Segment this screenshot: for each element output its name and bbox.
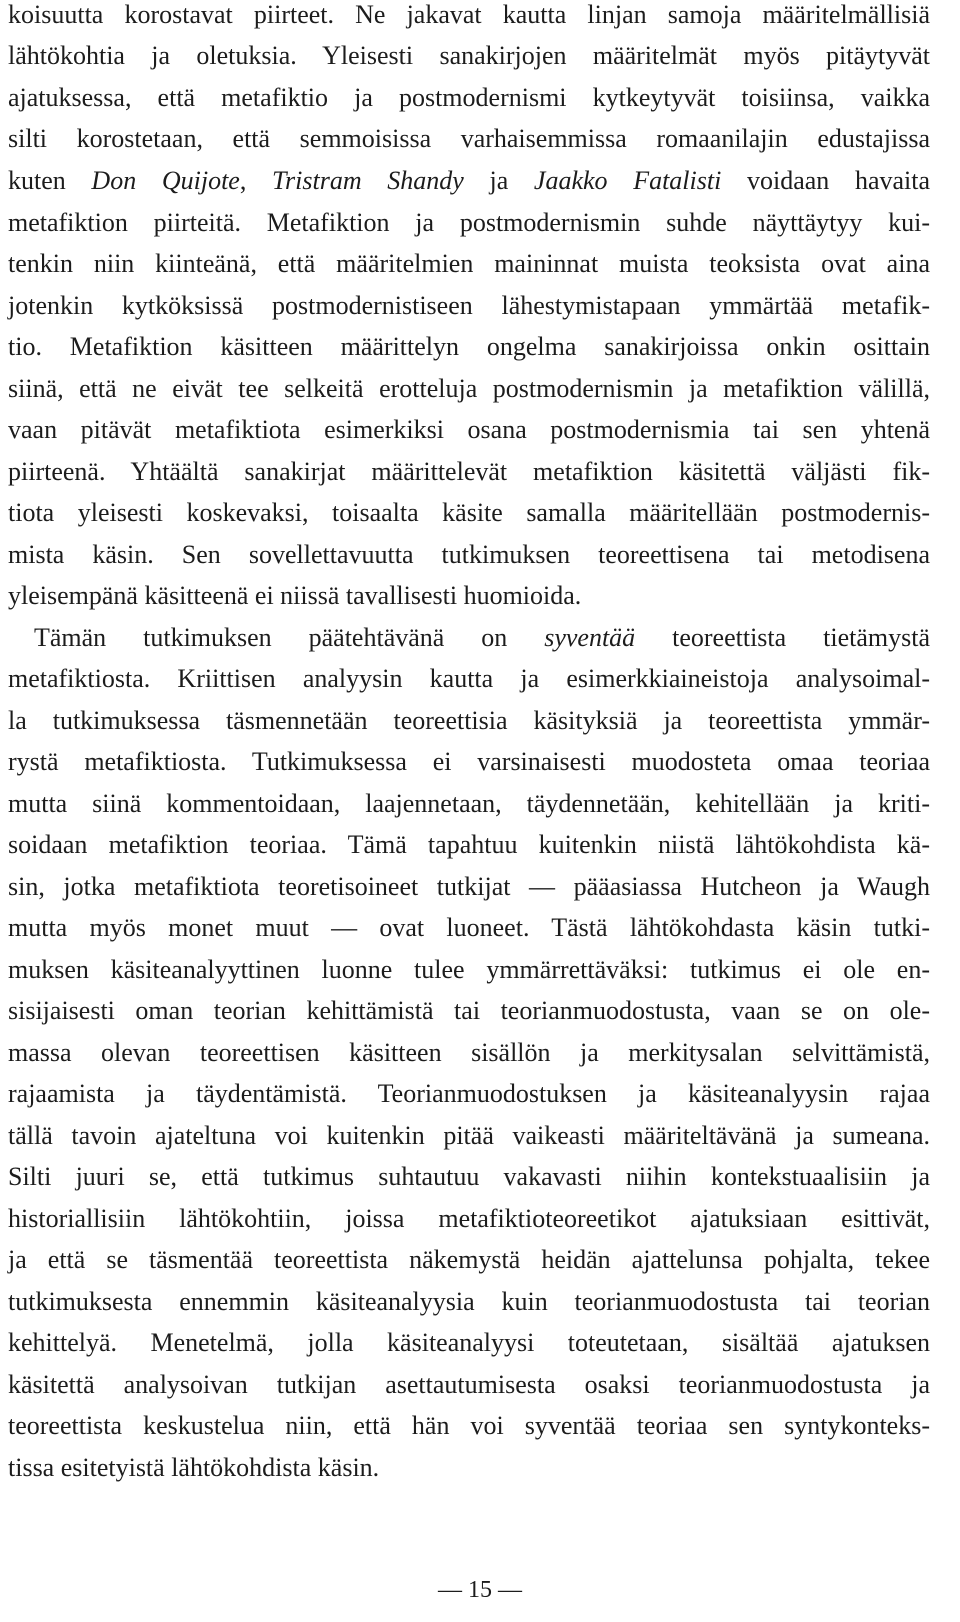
text-line: tutkimuksesta ennemmin käsiteanalyysia kuin teorianmuodostusta tai teorian xyxy=(8,1287,930,1316)
italic-title: Tristram Shandy xyxy=(272,166,464,195)
text-line: kehittelyä. Menetelmä, jolla käsiteanalyysi toteutetaan, sisältää ajatuksen xyxy=(8,1328,930,1357)
text-line: la tutkimuksessa täsmennetään teoreettisia käsityksiä ja teoreettista ymmär- xyxy=(8,706,930,735)
text-segment: kuten xyxy=(8,166,92,195)
text-line: teoreettista keskustelua niin, että hän voi syventää teoriaa sen syntykonteks- xyxy=(8,1411,930,1440)
text-line: tissa esitetyistä lähtökohdista käsin. xyxy=(8,1453,380,1482)
text-line: ja että se täsmentää teoreettista näkemystä heidän ajattelunsa pohjalta, tekee xyxy=(8,1245,930,1274)
text-line: tällä tavoin ajateltuna voi kuitenkin pitää vaikeasti määriteltävänä ja sumeana. xyxy=(8,1121,930,1150)
text-line: soidaan metafiktion teoriaa. Tämä tapahtuu kuitenkin niistä lähtökohdista kä- xyxy=(8,830,930,859)
text-line: siinä, että ne eivät tee selkeitä erotteluja postmodernismin ja metafiktion välillä, xyxy=(8,374,930,403)
text-line: sin, jotka metafiktiota teoretisoineet tutkijat — pääasiassa Hutcheon ja Waugh xyxy=(8,872,930,901)
page-number: — 15 — xyxy=(438,1577,522,1603)
text-segment: teoreettista tietämystä xyxy=(635,623,930,652)
text-line: koisuutta korostavat piirteet. Ne jakavat kautta linjan samoja määritelmällisiä xyxy=(8,0,930,29)
text-line: tiota yleisesti koskevaksi, toisaalta käsite samalla määritellään postmodernis- xyxy=(8,498,930,527)
text-line: jotenkin kytköksissä postmodernistiseen lähestymistapaan ymmärtää metafik- xyxy=(8,291,930,320)
text-line: piirteenä. Yhtäältä sanakirjat määrittelevät metafiktion käsitettä väljästi fik- xyxy=(8,457,930,486)
text-line: metafiktiosta. Kriittisen analyysin kautta ja esimerkkiaineistoja analysoimal- xyxy=(8,664,930,693)
italic-title: Don Quijote xyxy=(91,166,240,195)
text-line: silti korostetaan, että semmoisissa varhaisemmissa romaanilajin edustajissa xyxy=(8,124,930,153)
text-line xyxy=(8,160,930,201)
text-line: tio. Metafiktion käsitteen määrittelyn ongelma sanakirjoissa onkin osittain xyxy=(8,332,930,361)
text-line: vaan pitävät metafiktiota esimerkiksi osana postmodernismia tai sen yhtenä xyxy=(8,415,930,444)
text-line: lähtökohtia ja oletuksia. Yleisesti sanakirjojen määritelmät myös pitäytyvät xyxy=(8,41,930,70)
text-line: mutta siinä kommentoidaan, laajennetaan, täydennetään, kehitellään ja kriti- xyxy=(8,789,930,818)
italic-title: Jaakko Fatalisti xyxy=(533,166,722,195)
text-line: massa olevan teoreettisen käsitteen sisällön ja merkitysalan selvittämistä, xyxy=(8,1038,930,1067)
text-segment: voidaan havaita xyxy=(721,166,931,195)
text-line: rystä metafiktiosta. Tutkimuksessa ei varsinaisesti muodosteta omaa teoriaa xyxy=(8,747,930,776)
text-line: rajaamista ja täydentämistä. Teorianmuodostuksen ja käsiteanalyysin rajaa xyxy=(8,1079,930,1108)
text-segment: , xyxy=(239,166,273,195)
text-line: käsitettä analysoivan tutkijan asettautumisesta osaksi teorianmuodostusta ja xyxy=(8,1370,930,1399)
text-line: muksen käsiteanalyyttinen luonne tulee ymmärrettäväksi: tutkimus ei ole en- xyxy=(8,955,930,984)
text-segment: ja xyxy=(463,166,534,195)
text-line: mista käsin. Sen sovellettavuutta tutkimuksen teoreettisena tai metodisena xyxy=(8,540,930,569)
italic-word: syventää xyxy=(544,623,636,652)
text-line: Silti juuri se, että tutkimus suhtautuu vakavasti niihin kontekstuaalisiin ja xyxy=(8,1162,930,1191)
text-line xyxy=(8,617,930,658)
text-line: metafiktion piirteitä. Metafiktion ja postmodernismin suhde näyttäytyy kui- xyxy=(8,208,930,237)
text-segment: Tämän tutkimuksen päätehtävänä on xyxy=(34,623,545,652)
text-line: ajatuksessa, että metafiktio ja postmodernismi kytkeytyvät toisiinsa, vaikka xyxy=(8,83,930,112)
text-line: mutta myös monet muut — ovat luoneet. Tästä lähtökohdasta käsin tutki- xyxy=(8,913,930,942)
text-line: tenkin niin kiinteänä, että määritelmien maininnat muista teoksista ovat aina xyxy=(8,249,930,278)
text-line: yleisempänä käsitteenä ei niissä tavallisesti huomioida. xyxy=(8,581,582,610)
text-line: sisijaisesti oman teorian kehittämistä tai teorianmuodostusta, vaan se on ole- xyxy=(8,996,930,1025)
text-line: historiallisiin lähtökohtiin, joissa metafiktioteoreetikot ajatuksiaan esittivät, xyxy=(8,1204,930,1233)
